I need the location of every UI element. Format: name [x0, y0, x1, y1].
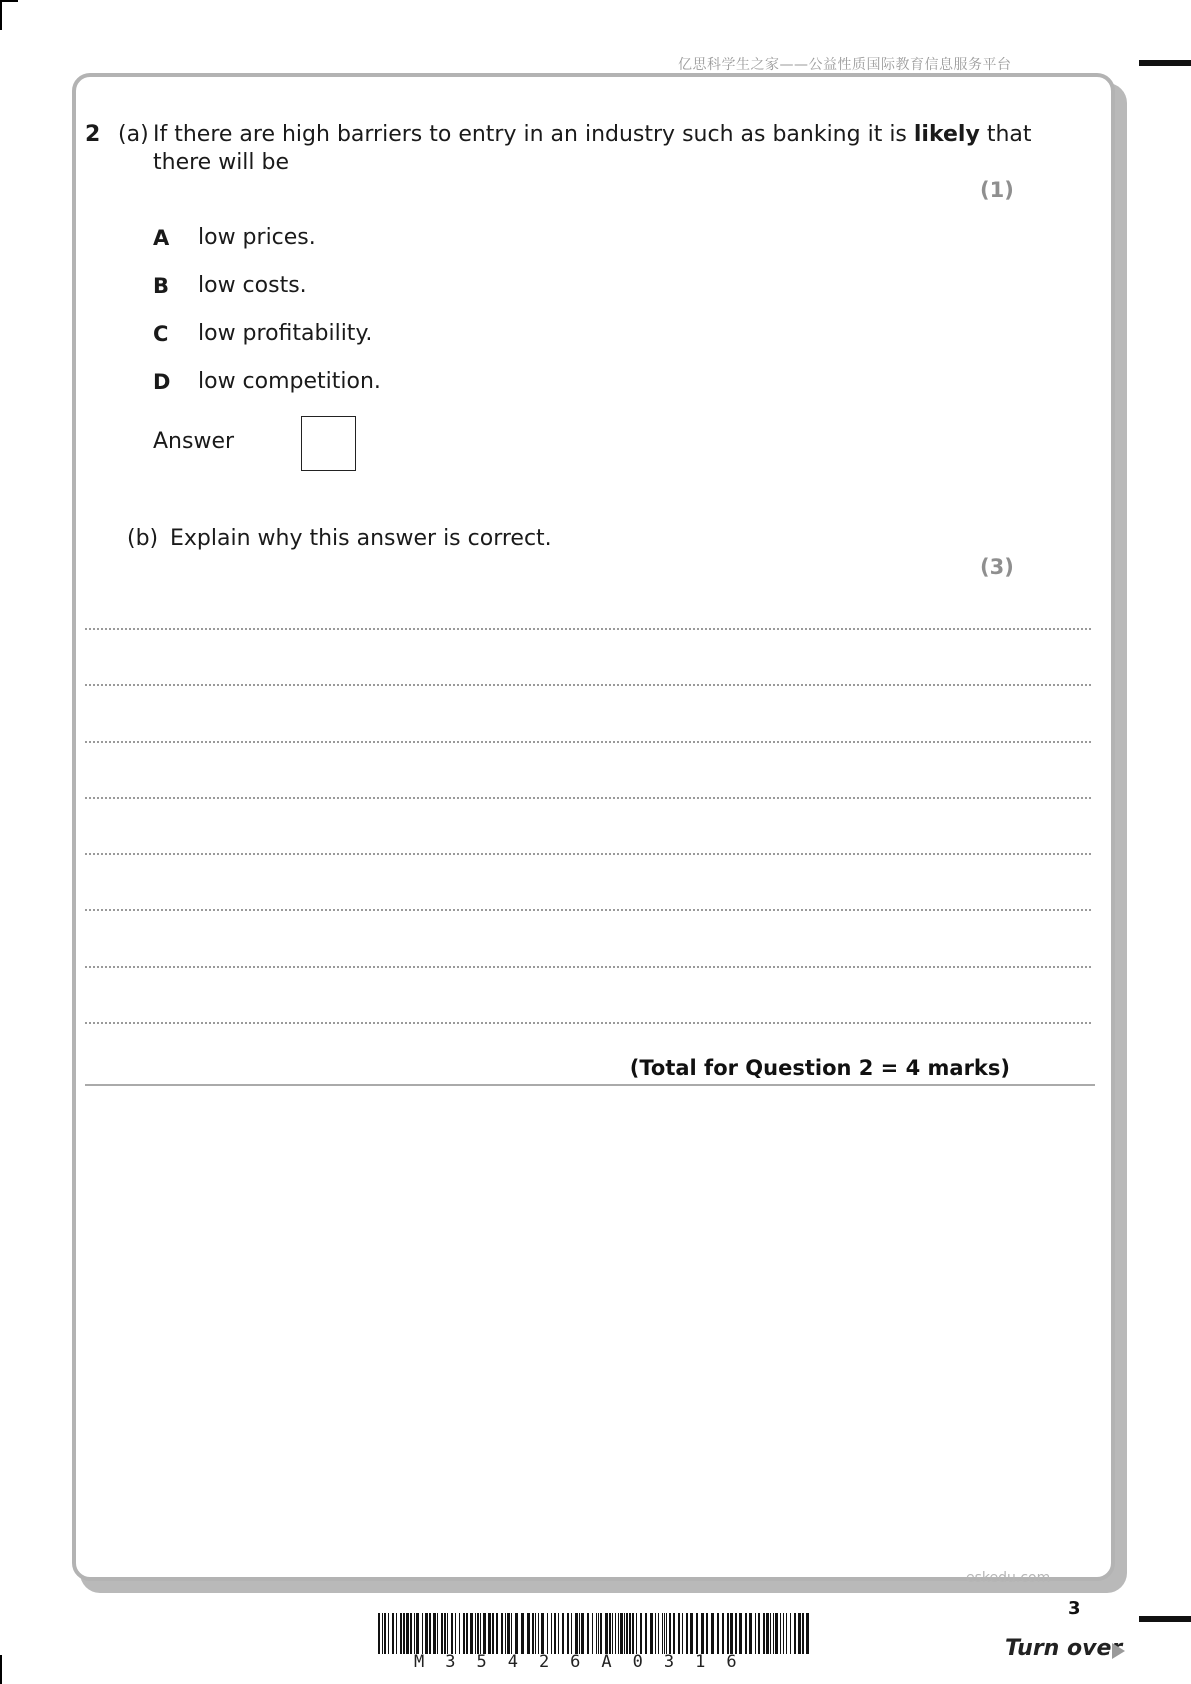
- barcode-bar: [396, 1613, 397, 1654]
- answer-line-4[interactable]: [85, 797, 1091, 799]
- barcode-bar: [551, 1613, 552, 1654]
- barcode-bar: [624, 1613, 625, 1654]
- part-a-question-line1: [153, 121, 1032, 149]
- option-letter-c: C: [153, 322, 169, 346]
- barcode-bar: [669, 1613, 671, 1654]
- barcode-bar: [477, 1613, 479, 1654]
- barcode-bar: [618, 1613, 619, 1654]
- barcode-bar: [558, 1613, 559, 1654]
- barcode-bar: [790, 1613, 791, 1654]
- part-a-bold-word: likely: [913, 122, 980, 147]
- barcode-bar: [598, 1613, 599, 1654]
- answer-line-7[interactable]: [85, 966, 1091, 968]
- barcode-bar: [470, 1613, 473, 1654]
- barcode-bar: [775, 1613, 778, 1654]
- barcode-bar: [605, 1613, 608, 1654]
- question-number: 2: [85, 122, 101, 147]
- watermark-top: 亿思科学生之家——公益性质国际教育信息服务平台: [678, 57, 1012, 73]
- barcode-bar: [378, 1613, 380, 1654]
- barcode-bar: [735, 1613, 737, 1654]
- barcode-bar: [567, 1613, 569, 1654]
- barcode-bar: [658, 1613, 659, 1654]
- barcode-bar: [745, 1613, 747, 1654]
- barcode-bar: [416, 1613, 419, 1654]
- barcode-bar: [562, 1613, 564, 1654]
- barcode-bar: [690, 1613, 693, 1654]
- barcode-bar: [773, 1613, 774, 1654]
- option-letter-d: D: [153, 370, 171, 394]
- barcode-bar: [521, 1613, 524, 1654]
- barcode-bar: [547, 1613, 548, 1654]
- barcode-bar: [392, 1613, 394, 1654]
- barcode-bar: [581, 1613, 584, 1654]
- barcode-bar: [554, 1613, 556, 1654]
- barcode-bar: [682, 1613, 683, 1654]
- answer-line-2[interactable]: [85, 684, 1091, 686]
- total-rule: [85, 1084, 1095, 1086]
- option-text-d: low competition.: [198, 369, 381, 394]
- barcode-bar: [422, 1613, 423, 1654]
- barcode-bar: [488, 1613, 491, 1654]
- question-total: (Total for Question 2 = 4 marks): [629, 1056, 1010, 1080]
- barcode-bar: [673, 1613, 675, 1654]
- barcode-bar: [794, 1613, 796, 1654]
- barcode-bar: [437, 1613, 438, 1654]
- barcode-bar: [655, 1613, 656, 1654]
- barcode-bar: [483, 1613, 486, 1654]
- barcode-bar: [645, 1613, 647, 1654]
- barcode-bar: [620, 1613, 623, 1654]
- barcode-bar: [662, 1613, 663, 1654]
- barcode-bar: [451, 1613, 453, 1654]
- barcode-bar: [770, 1613, 771, 1654]
- barcode-bar: [466, 1613, 468, 1654]
- barcode-bar: [532, 1613, 534, 1654]
- barcode-bar: [455, 1613, 456, 1654]
- barcode-bar: [664, 1613, 665, 1654]
- answer-line-6[interactable]: [85, 909, 1091, 911]
- barcode-bar: [711, 1613, 714, 1654]
- barcode-bar: [459, 1613, 460, 1654]
- answer-box[interactable]: [301, 416, 356, 471]
- barcode-bar: [686, 1613, 688, 1654]
- answer-label: Answer: [153, 429, 235, 454]
- barcode-bar: [786, 1613, 787, 1654]
- part-a-text-after: that: [979, 122, 1032, 147]
- barcode-bar: [384, 1613, 386, 1654]
- part-a-question-line2: there will be: [153, 150, 290, 175]
- barcode-bar: [592, 1613, 593, 1654]
- barcode-bar: [406, 1613, 409, 1654]
- turn-over-label: Turn over: [1005, 1636, 1123, 1661]
- page-number: 3: [1068, 1598, 1081, 1619]
- watermark-bottom: eskedu.com: [966, 1570, 1051, 1586]
- option-text-b: low costs.: [198, 273, 307, 298]
- barcode-bar: [515, 1613, 518, 1654]
- barcode-bar: [717, 1613, 719, 1654]
- crop-mark-top-left: [0, 0, 2, 30]
- barcode-bar: [388, 1613, 389, 1654]
- barcode-bar: [596, 1613, 597, 1654]
- barcode-bar: [629, 1613, 631, 1654]
- turn-over-arrow-icon: [1112, 1643, 1125, 1659]
- answer-line-8[interactable]: [85, 1022, 1091, 1024]
- barcode-bar: [780, 1613, 781, 1654]
- crop-mark-top-left-horizontal: [0, 0, 18, 2]
- barcode-bar: [587, 1613, 589, 1654]
- answer-line-5[interactable]: [85, 853, 1091, 855]
- barcode-bar: [414, 1613, 415, 1654]
- barcode-bar: [766, 1613, 769, 1654]
- barcode-bar: [696, 1613, 698, 1654]
- barcode-bar: [463, 1613, 465, 1654]
- barcode-bar: [640, 1613, 642, 1654]
- barcode-bar: [612, 1613, 613, 1654]
- part-a-text: If there are high barriers to entry in an industry such as banking it is: [153, 122, 914, 147]
- margin-bar-bottom: [1139, 1616, 1191, 1622]
- barcode-bar: [727, 1613, 729, 1654]
- barcode-bar: [447, 1613, 448, 1654]
- barcode-bar: [480, 1613, 481, 1654]
- option-text-c: low profitability.: [198, 321, 373, 346]
- barcode-bar: [783, 1613, 784, 1654]
- barcode-bar: [650, 1613, 653, 1654]
- barcode-bar: [749, 1613, 752, 1654]
- barcode-bar: [600, 1613, 602, 1654]
- barcode-bar: [444, 1613, 446, 1654]
- margin-bar-top: [1139, 60, 1191, 66]
- barcode-bar: [410, 1613, 412, 1654]
- barcode-bar: [492, 1613, 494, 1654]
- part-b-question: Explain why this answer is correct.: [170, 526, 552, 551]
- answer-frame: [72, 73, 1115, 1581]
- barcode-bar: [579, 1613, 580, 1654]
- barcode-bar: [400, 1613, 402, 1654]
- barcode-bar: [507, 1613, 510, 1654]
- barcode-bar: [755, 1613, 756, 1654]
- barcode-bar: [636, 1613, 637, 1654]
- barcode-bar: [802, 1613, 804, 1654]
- option-letter-a: A: [153, 226, 170, 250]
- barcode-bar: [505, 1613, 506, 1654]
- part-a-label: (a): [118, 122, 149, 147]
- barcode-bar: [739, 1613, 742, 1654]
- barcode-bar: [626, 1613, 628, 1654]
- barcode-bar: [575, 1613, 578, 1654]
- barcode-bar: [535, 1613, 536, 1654]
- barcode-bar: [706, 1613, 708, 1654]
- barcode-bar: [441, 1613, 443, 1654]
- barcode-bar: [571, 1613, 572, 1654]
- barcode-bar: [615, 1613, 616, 1654]
- answer-line-1[interactable]: [85, 628, 1091, 630]
- barcode-bar: [382, 1613, 383, 1654]
- barcode-bar: [609, 1613, 611, 1654]
- barcode-bar: [475, 1613, 476, 1654]
- crop-mark-bottom-left: [0, 1655, 2, 1684]
- barcode-bar: [678, 1613, 680, 1654]
- barcode-bar: [501, 1613, 503, 1654]
- barcode: [378, 1613, 810, 1654]
- barcode-bar: [496, 1613, 498, 1654]
- barcode-bar: [758, 1613, 760, 1654]
- barcode-bar: [722, 1613, 724, 1654]
- part-b-marks: (3): [980, 555, 1014, 579]
- option-letter-b: B: [153, 274, 170, 298]
- answer-line-3[interactable]: [85, 741, 1091, 743]
- barcode-text: M35426A0316: [414, 1652, 758, 1672]
- barcode-bar: [511, 1613, 512, 1654]
- barcode-bar: [541, 1613, 544, 1654]
- barcode-bar: [632, 1613, 634, 1654]
- barcode-bar: [538, 1613, 539, 1654]
- barcode-bar: [798, 1613, 801, 1654]
- barcode-bar: [730, 1613, 733, 1654]
- barcode-bar: [403, 1613, 405, 1654]
- barcode-bar: [425, 1613, 428, 1654]
- part-a-marks: (1): [980, 178, 1014, 202]
- barcode-bar: [433, 1613, 436, 1654]
- barcode-bar: [666, 1613, 667, 1654]
- barcode-bar: [806, 1613, 809, 1654]
- option-text-a: low prices.: [198, 225, 316, 250]
- barcode-bar: [701, 1613, 704, 1654]
- barcode-bar: [527, 1613, 530, 1654]
- part-b-label: (b): [127, 526, 159, 551]
- barcode-bar: [429, 1613, 431, 1654]
- barcode-bar: [763, 1613, 765, 1654]
